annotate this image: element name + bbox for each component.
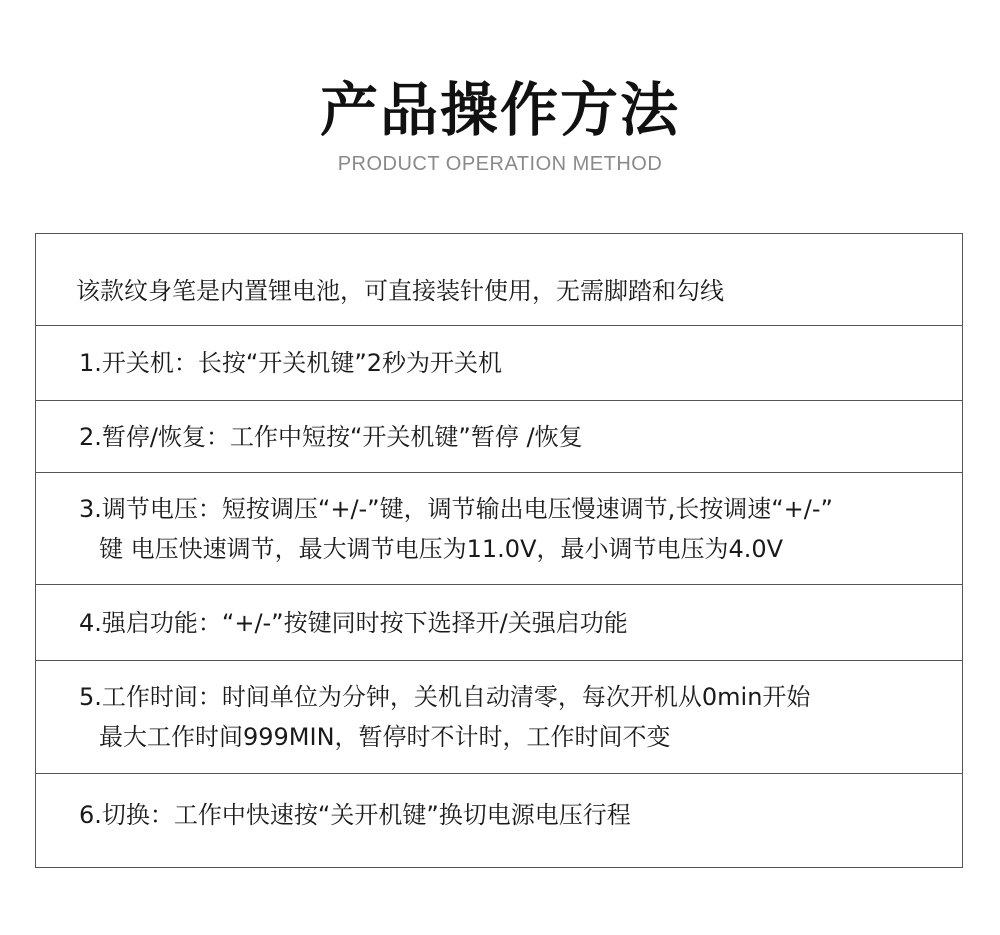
step-text: 1.开关机：长按“开关机键”2秒为开关机 — [79, 349, 503, 377]
step-row-power — [36, 325, 962, 400]
step-text: 5.工作时间：时间单位为分钟，关机自动清零，每次开机从0min开始 — [79, 683, 811, 711]
step-text: 2.暂停/恢复：工作中短按“开关机键”暂停 /恢复 — [79, 422, 583, 451]
step-text-continued: 键 电压快速调节，最大调节电压为11.0V，最小调节电压为4.0V — [99, 534, 784, 563]
step-row-voltage — [36, 472, 962, 584]
step-row-pause-resume — [36, 400, 962, 472]
step-text: 6.切换：工作中快速按“关开机键”换切电源电压行程 — [79, 800, 631, 829]
step-text-continued: 最大工作时间999MIN，暂停时不计时，工作时间不变 — [99, 723, 671, 751]
instructions-table — [35, 233, 963, 868]
intro-row — [36, 234, 962, 325]
step-row-switch — [36, 773, 962, 869]
intro-text: 该款纹身笔是内置锂电池，可直接装针使用，无需脚踏和勾线 — [76, 276, 724, 305]
page-subtitle: PRODUCT OPERATION METHOD — [337, 153, 663, 175]
step-row-force-start — [36, 584, 962, 660]
step-text: 4.强启功能：“+/-”按键同时按下选择开/关强启功能 — [79, 608, 628, 637]
step-text: 3.调节电压：短按调压“+/-”键，调节输出电压慢速调节,长按调速“+/-” — [79, 494, 833, 523]
page-title: 产品操作方法 — [319, 76, 680, 144]
step-row-work-time — [36, 660, 962, 773]
